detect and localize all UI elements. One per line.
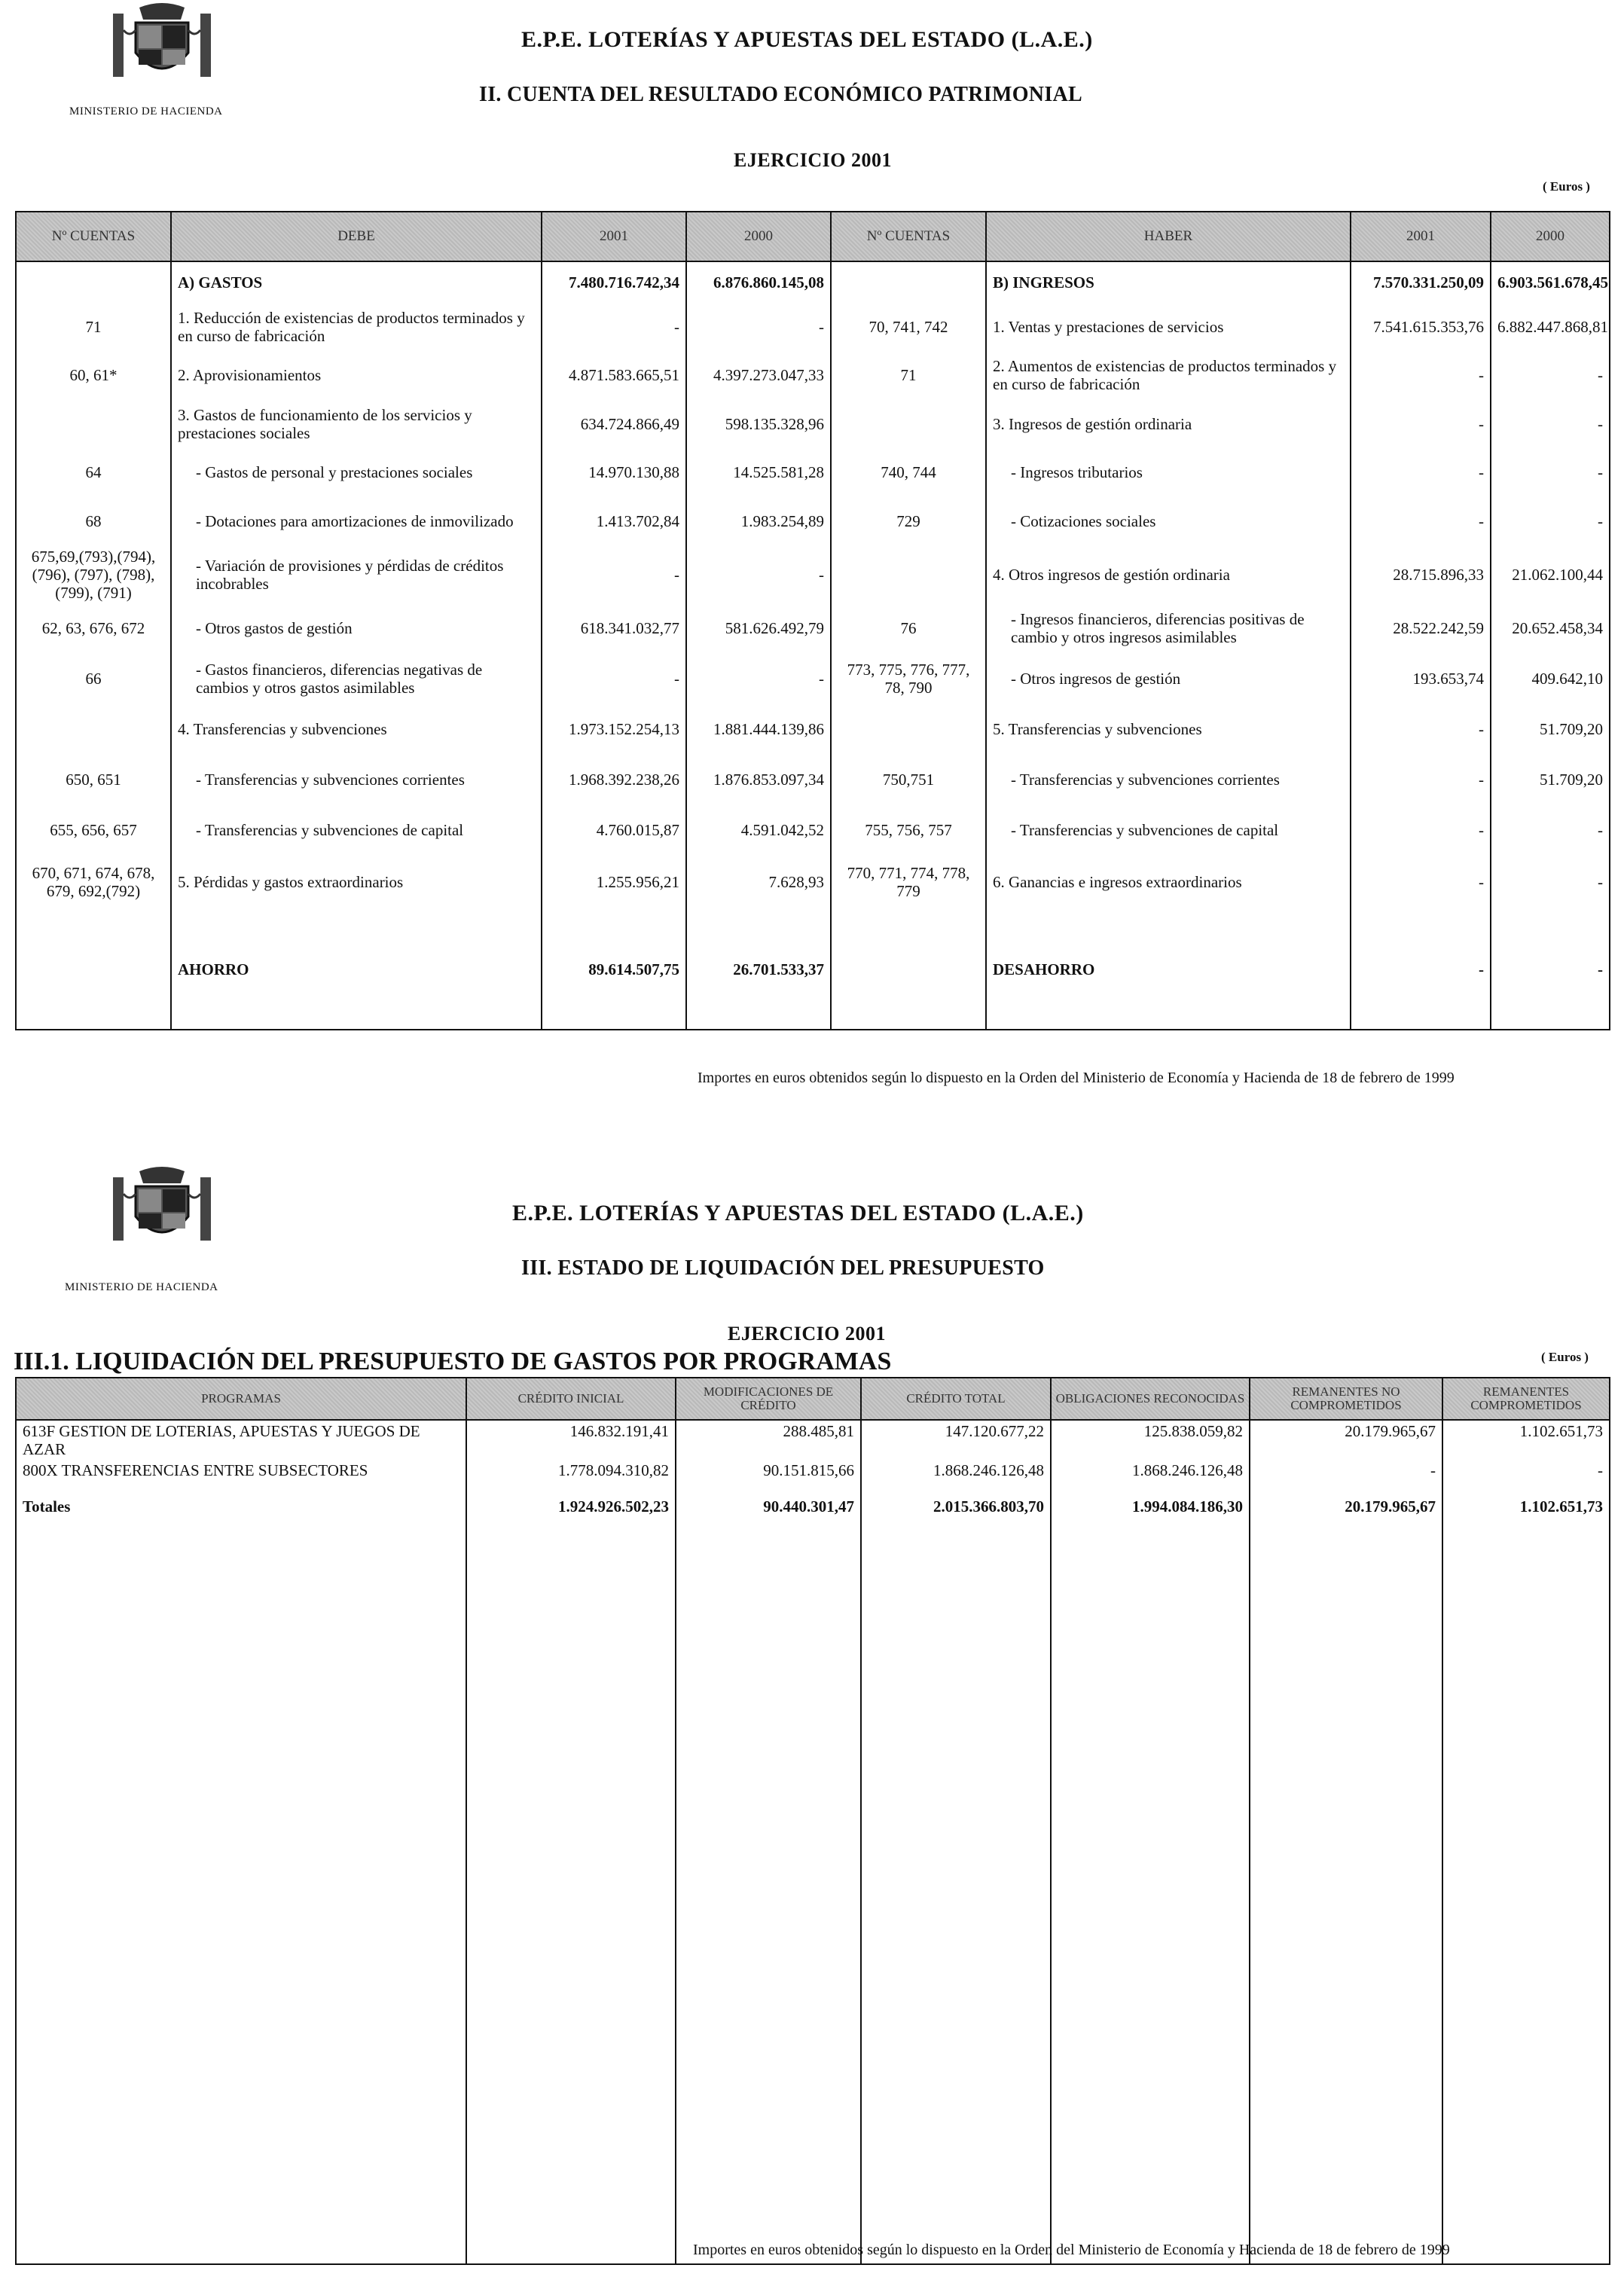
col-credito-inicial: CRÉDITO INICIAL <box>466 1378 676 1420</box>
haber-account-cell: 729 <box>831 496 986 546</box>
col-obligaciones: OBLIGACIONES RECONOCIDAS <box>1051 1378 1250 1420</box>
haber-2000-cell: 21.062.100,44 <box>1491 546 1610 603</box>
debe-2001-cell: 618.341.032,77 <box>542 603 686 653</box>
haber-2001-cell: - <box>1351 496 1491 546</box>
debe-2001-cell: 4.871.583.665,51 <box>542 350 686 400</box>
amount-cell: 1.102.651,73 <box>1442 1420 1610 1460</box>
amount-cell: 20.179.965,67 <box>1250 1420 1442 1460</box>
haber-label-cell: - Transferencias y subvenciones corrientes <box>986 754 1351 805</box>
program-cell: Totales <box>16 1496 466 2264</box>
col-haber-2000: 2000 <box>1491 212 1610 261</box>
col-debe: DEBE <box>171 212 542 261</box>
debe-label-cell: - Gastos financieros, diferencias negativas de cambios y otros gastos asimilables <box>171 653 542 704</box>
debe-account-cell: 60, 61* <box>16 350 171 400</box>
program-cell: 613F GESTION DE LOTERIAS, APUESTAS Y JUEGOS DE AZAR <box>16 1420 466 1460</box>
table-row <box>16 546 1610 603</box>
footnote-1: Importes en euros obtenidos según lo dispuesto en la Orden del Ministerio de Economía y Hacienda de 18 de febrero de 1999 <box>698 1070 1455 1086</box>
ministry-label: MINISTERIO DE HACIENDA <box>69 105 223 118</box>
coat-of-arms-emblem <box>105 0 218 83</box>
haber-label-cell: 3. Ingresos de gestión ordinaria <box>986 400 1351 448</box>
col-debe-2001: 2001 <box>542 212 686 261</box>
haber-label-cell: 1. Ventas y prestaciones de servicios <box>986 304 1351 350</box>
table-row <box>16 448 1610 496</box>
units-label: ( Euros ) <box>1541 1350 1589 1364</box>
debe-label-cell: 5. Pérdidas y gastos extraordinarios <box>171 855 542 909</box>
debe-label-cell: - Variación de provisiones y pérdidas de créditos incobrables <box>171 546 542 603</box>
debe-account-cell <box>16 704 171 754</box>
table-row <box>16 496 1610 546</box>
debe-2001-cell: 1.413.702,84 <box>542 496 686 546</box>
debe-2001-cell: 7.480.716.742,34 <box>542 261 686 304</box>
debe-2001-cell: 89.614.507,75 <box>542 909 686 1030</box>
haber-2001-cell: - <box>1351 805 1491 855</box>
haber-2001-cell: 7.541.615.353,76 <box>1351 304 1491 350</box>
table-row <box>16 1420 1610 1460</box>
haber-2001-cell: 28.522.242,59 <box>1351 603 1491 653</box>
haber-2000-cell: 51.709,20 <box>1491 754 1610 805</box>
col-haber: HABER <box>986 212 1351 261</box>
col-haber-2001: 2001 <box>1351 212 1491 261</box>
debe-2001-cell: 634.724.866,49 <box>542 400 686 448</box>
haber-account-cell: 740, 744 <box>831 448 986 496</box>
col-remanentes-comp: REMANENTES COMPROMETIDOS <box>1442 1378 1610 1420</box>
haber-2000-cell: 51.709,20 <box>1491 704 1610 754</box>
col-credito-total: CRÉDITO TOTAL <box>861 1378 1051 1420</box>
debe-account-cell: 655, 656, 657 <box>16 805 171 855</box>
coat-of-arms-emblem <box>105 1164 218 1247</box>
haber-2000-cell: - <box>1491 496 1610 546</box>
haber-2000-cell: 409.642,10 <box>1491 653 1610 704</box>
col-debe-accounts: Nº CUENTAS <box>16 212 171 261</box>
col-modificaciones: MODIFICACIONES DE CRÉDITO <box>676 1378 861 1420</box>
table-row <box>16 304 1610 350</box>
debe-account-cell <box>16 400 171 448</box>
debe-label-cell: 3. Gastos de funcionamiento de los servicios y prestaciones sociales <box>171 400 542 448</box>
debe-label-cell: - Otros gastos de gestión <box>171 603 542 653</box>
debe-account-cell: 68 <box>16 496 171 546</box>
amount-cell: 147.120.677,22 <box>861 1420 1051 1460</box>
haber-2001-cell: - <box>1351 350 1491 400</box>
haber-account-cell: 71 <box>831 350 986 400</box>
haber-2000-cell: - <box>1491 909 1610 1030</box>
debe-label-cell: AHORRO <box>171 909 542 1030</box>
haber-label-cell: - Ingresos financieros, diferencias positivas de cambio y otros ingresos asimilables <box>986 603 1351 653</box>
haber-account-cell <box>831 909 986 1030</box>
debe-label-cell: - Dotaciones para amortizaciones de inmovilizado <box>171 496 542 546</box>
debe-2001-cell: - <box>542 546 686 603</box>
haber-account-cell: 755, 756, 757 <box>831 805 986 855</box>
report-title: E.P.E. LOTERÍAS Y APUESTAS DEL ESTADO (L.A.E.) <box>512 1201 1084 1226</box>
section-title: III. ESTADO DE LIQUIDACIÓN DEL PRESUPUESTO <box>521 1256 1045 1280</box>
haber-2000-cell: 6.882.447.868,81 <box>1491 304 1610 350</box>
debe-2000-cell: 4.397.273.047,33 <box>686 350 831 400</box>
amount-cell: - <box>1442 1460 1610 1496</box>
haber-2000-cell: - <box>1491 400 1610 448</box>
debe-2000-cell: 4.591.042,52 <box>686 805 831 855</box>
program-cell: 800X TRANSFERENCIAS ENTRE SUBSECTORES <box>16 1460 466 1496</box>
table-row <box>16 754 1610 805</box>
table-row <box>16 261 1610 304</box>
table-row <box>16 653 1610 704</box>
debe-2001-cell: 1.968.392.238,26 <box>542 754 686 805</box>
debe-2000-cell: 1.876.853.097,34 <box>686 754 831 805</box>
debe-label-cell: 1. Reducción de existencias de productos terminados y en curso de fabricación <box>171 304 542 350</box>
table-row <box>16 603 1610 653</box>
ejercicio-label: EJERCICIO 2001 <box>734 149 892 171</box>
haber-2001-cell: - <box>1351 704 1491 754</box>
table-header-row <box>16 1378 1610 1420</box>
table-row <box>16 704 1610 754</box>
haber-2000-cell: 6.903.561.678,45 <box>1491 261 1610 304</box>
ejercicio-label: EJERCICIO 2001 <box>728 1323 886 1345</box>
haber-label-cell: - Transferencias y subvenciones de capital <box>986 805 1351 855</box>
debe-2001-cell: - <box>542 653 686 704</box>
amount-cell: 125.838.059,82 <box>1051 1420 1250 1460</box>
haber-label-cell: - Ingresos tributarios <box>986 448 1351 496</box>
haber-2001-cell: 28.715.896,33 <box>1351 546 1491 603</box>
debe-account-cell: 71 <box>16 304 171 350</box>
debe-2000-cell: 14.525.581,28 <box>686 448 831 496</box>
haber-label-cell: 2. Aumentos de existencias de productos terminados y en curso de fabricación <box>986 350 1351 400</box>
table-row <box>16 400 1610 448</box>
haber-2001-cell: 193.653,74 <box>1351 653 1491 704</box>
haber-account-cell: 76 <box>831 603 986 653</box>
amount-cell: 2.015.366.803,70 <box>861 1496 1051 2264</box>
debe-account-cell: 64 <box>16 448 171 496</box>
debe-account-cell: 62, 63, 676, 672 <box>16 603 171 653</box>
debe-2000-cell: - <box>686 653 831 704</box>
liquidation-subtitle: III.1. LIQUIDACIÓN DEL PRESUPUESTO DE GASTOS POR PROGRAMAS <box>14 1348 892 1375</box>
units-label: ( Euros ) <box>1543 179 1590 194</box>
haber-account-cell: 750,751 <box>831 754 986 805</box>
debe-account-cell: 670, 671, 674, 678, 679, 692,(792) <box>16 855 171 909</box>
debe-2000-cell: 1.881.444.139,86 <box>686 704 831 754</box>
debe-2000-cell: 598.135.328,96 <box>686 400 831 448</box>
haber-2000-cell: - <box>1491 805 1610 855</box>
haber-2001-cell: - <box>1351 400 1491 448</box>
debe-account-cell: 66 <box>16 653 171 704</box>
haber-2000-cell: - <box>1491 448 1610 496</box>
debe-2001-cell: - <box>542 304 686 350</box>
haber-account-cell: 770, 771, 774, 778, 779 <box>831 855 986 909</box>
table-row <box>16 1496 1610 2264</box>
debe-account-cell <box>16 261 171 304</box>
debe-2000-cell: - <box>686 304 831 350</box>
income-statement-table <box>15 211 1610 1030</box>
col-haber-accounts: Nº CUENTAS <box>831 212 986 261</box>
table-row <box>16 350 1610 400</box>
amount-cell: 1.102.651,73 <box>1442 1496 1610 2264</box>
debe-account-cell <box>16 909 171 1030</box>
debe-label-cell: 2. Aprovisionamientos <box>171 350 542 400</box>
footnote-2: Importes en euros obtenidos según lo dispuesto en la Orden del Ministerio de Economía y Hacienda de 18 de febrero de 1999 <box>693 2242 1450 2258</box>
haber-2000-cell: 20.652.458,34 <box>1491 603 1610 653</box>
amount-cell: 146.832.191,41 <box>466 1420 676 1460</box>
amount-cell: 1.868.246.126,48 <box>1051 1460 1250 1496</box>
amount-cell: 1.778.094.310,82 <box>466 1460 676 1496</box>
amount-cell: 20.179.965,67 <box>1250 1496 1442 2264</box>
col-programas: PROGRAMAS <box>16 1378 466 1420</box>
debe-account-cell: 675,69,(793),(794), (796), (797), (798), (799), (791) <box>16 546 171 603</box>
debe-2000-cell: 1.983.254,89 <box>686 496 831 546</box>
haber-2001-cell: - <box>1351 448 1491 496</box>
budget-liquidation-table <box>15 1377 1610 2265</box>
haber-label-cell: B) INGRESOS <box>986 261 1351 304</box>
debe-label-cell: - Transferencias y subvenciones corrientes <box>171 754 542 805</box>
amount-cell: 1.924.926.502,23 <box>466 1496 676 2264</box>
amount-cell: 1.994.084.186,30 <box>1051 1496 1250 2264</box>
debe-2000-cell: 6.876.860.145,08 <box>686 261 831 304</box>
haber-2001-cell: - <box>1351 909 1491 1030</box>
report-title: E.P.E. LOTERÍAS Y APUESTAS DEL ESTADO (L.A.E.) <box>521 27 1093 52</box>
haber-account-cell: 773, 775, 776, 777, 78, 790 <box>831 653 986 704</box>
debe-label-cell: - Transferencias y subvenciones de capital <box>171 805 542 855</box>
ministry-label: MINISTERIO DE HACIENDA <box>65 1281 218 1293</box>
amount-cell: - <box>1250 1460 1442 1496</box>
haber-account-cell <box>831 546 986 603</box>
debe-label-cell: 4. Transferencias y subvenciones <box>171 704 542 754</box>
debe-2001-cell: 1.255.956,21 <box>542 855 686 909</box>
debe-2000-cell: 26.701.533,37 <box>686 909 831 1030</box>
debe-2001-cell: 4.760.015,87 <box>542 805 686 855</box>
debe-2000-cell: - <box>686 546 831 603</box>
table-row <box>16 805 1610 855</box>
haber-2001-cell: - <box>1351 754 1491 805</box>
debe-2000-cell: 7.628,93 <box>686 855 831 909</box>
debe-2001-cell: 14.970.130,88 <box>542 448 686 496</box>
table-header-row <box>16 212 1610 261</box>
amount-cell: 90.151.815,66 <box>676 1460 861 1496</box>
debe-label-cell: A) GASTOS <box>171 261 542 304</box>
section-title: II. CUENTA DEL RESULTADO ECONÓMICO PATRIMONIAL <box>479 83 1083 106</box>
haber-account-cell <box>831 400 986 448</box>
table-row <box>16 909 1610 1030</box>
amount-cell: 288.485,81 <box>676 1420 861 1460</box>
haber-2000-cell: - <box>1491 350 1610 400</box>
haber-account-cell <box>831 261 986 304</box>
haber-label-cell: DESAHORRO <box>986 909 1351 1030</box>
table-row <box>16 855 1610 909</box>
debe-label-cell: - Gastos de personal y prestaciones sociales <box>171 448 542 496</box>
haber-label-cell: - Otros ingresos de gestión <box>986 653 1351 704</box>
debe-2001-cell: 1.973.152.254,13 <box>542 704 686 754</box>
table-row <box>16 1460 1610 1496</box>
amount-cell: 90.440.301,47 <box>676 1496 861 2264</box>
debe-2000-cell: 581.626.492,79 <box>686 603 831 653</box>
haber-account-cell <box>831 704 986 754</box>
col-debe-2000: 2000 <box>686 212 831 261</box>
haber-2001-cell: 7.570.331.250,09 <box>1351 261 1491 304</box>
haber-label-cell: 6. Ganancias e ingresos extraordinarios <box>986 855 1351 909</box>
haber-account-cell: 70, 741, 742 <box>831 304 986 350</box>
debe-account-cell: 650, 651 <box>16 754 171 805</box>
haber-2001-cell: - <box>1351 855 1491 909</box>
haber-label-cell: 4. Otros ingresos de gestión ordinaria <box>986 546 1351 603</box>
haber-label-cell: 5. Transferencias y subvenciones <box>986 704 1351 754</box>
haber-2000-cell: - <box>1491 855 1610 909</box>
col-remanentes-no-comp: REMANENTES NO COMPROMETIDOS <box>1250 1378 1442 1420</box>
haber-label-cell: - Cotizaciones sociales <box>986 496 1351 546</box>
amount-cell: 1.868.246.126,48 <box>861 1460 1051 1496</box>
